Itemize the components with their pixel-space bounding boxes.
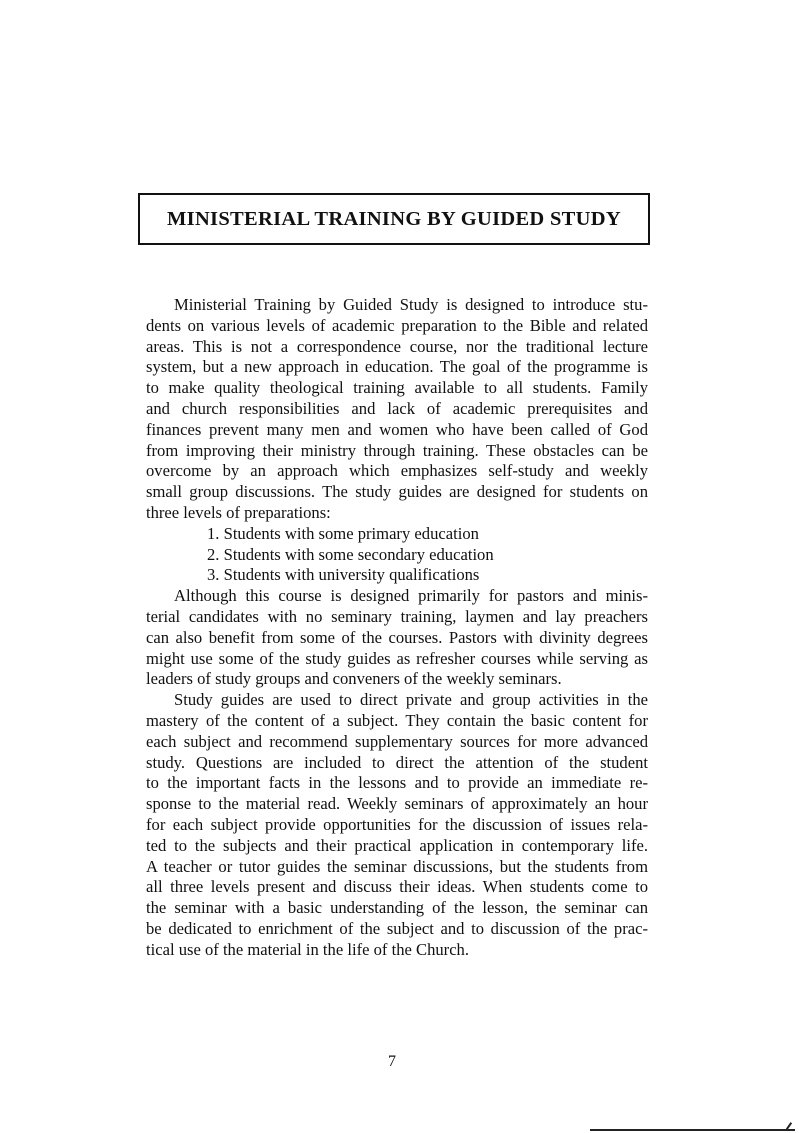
list-item: 2. Students with some secondary education [207,544,494,564]
text-line: Study guides are used to direct private and group activities in the [174,690,648,710]
text-line: to make quality theological training available to all students. Family [146,378,648,398]
text-line: A teacher or tutor guides the seminar discussions, but the students from [146,856,648,876]
text-line: all three levels present and discuss their ideas. When students come to [146,877,648,897]
list-item: 1. Students with some primary education [207,523,479,543]
title-box [138,193,650,245]
text-line: Although this course is designed primarily for pastors and minis- [174,586,648,606]
paragraph [146,586,648,690]
list-item: 3. Students with university qualifications [207,565,480,585]
text-line: for each subject provide opportunities for the discussion of issues rela- [146,814,648,834]
text-line: from improving their ministry through training. These obstacles can be [146,440,648,460]
text-line: the seminar with a basic understanding of the lesson, the seminar can [146,898,648,918]
text-line: and church responsibilities and lack of academic prerequisites and [146,398,648,418]
levels-list [146,524,648,586]
text-line: system, but a new approach in education. The goal of the programme is [146,357,648,377]
text-line: mastery of the content of a subject. They contain the basic content for [146,710,648,730]
text-line: study. Questions are included to direct the attention of the student [146,752,648,772]
text-line: sponse to the material read. Weekly seminars of approximately an hour [146,794,648,814]
text-line: tical use of the material in the life of the Church. [146,939,470,959]
text-line: each subject and recommend supplementary sources for more advanced [146,731,648,751]
text-line: ted to the subjects and their practical application in contemporary life. [146,835,648,855]
text-line: areas. This is not a correspondence course, nor the traditional lecture [146,336,648,356]
paragraph [146,295,648,524]
text-line: to the important facts in the lessons and to provide an immediate re- [146,773,648,793]
page-edge-line [590,1129,795,1131]
text-line: overcome by an approach which emphasizes self-study and weekly [146,461,648,481]
text-line: can also benefit from some of the courses. Pastors with divinity degrees [146,627,648,647]
text-line: small group discussions. The study guides are designed for students on [146,482,648,502]
text-line: leaders of study groups and conveners of the weekly seminars. [146,669,562,689]
text-line: three levels of preparations: [146,502,331,522]
paragraph [146,690,648,960]
text-line: finances prevent many men and women who have been called of God [146,419,648,439]
page-number: 7 [388,1053,396,1070]
text-line: Ministerial Training by Guided Study is designed to introduce stu- [174,295,648,314]
text-line: be dedicated to enrichment of the subject and to discussion of the prac- [146,918,648,938]
text-line: might use some of the study guides as refresher courses while serving as [146,648,648,668]
body-text [146,295,648,961]
text-line: terial candidates with no seminary training, laymen and lay preachers [146,606,648,626]
text-line: dents on various levels of academic preparation to the Bible and related [146,315,648,335]
page-title: MINISTERIAL TRAINING BY GUIDED STUDY [167,208,621,230]
